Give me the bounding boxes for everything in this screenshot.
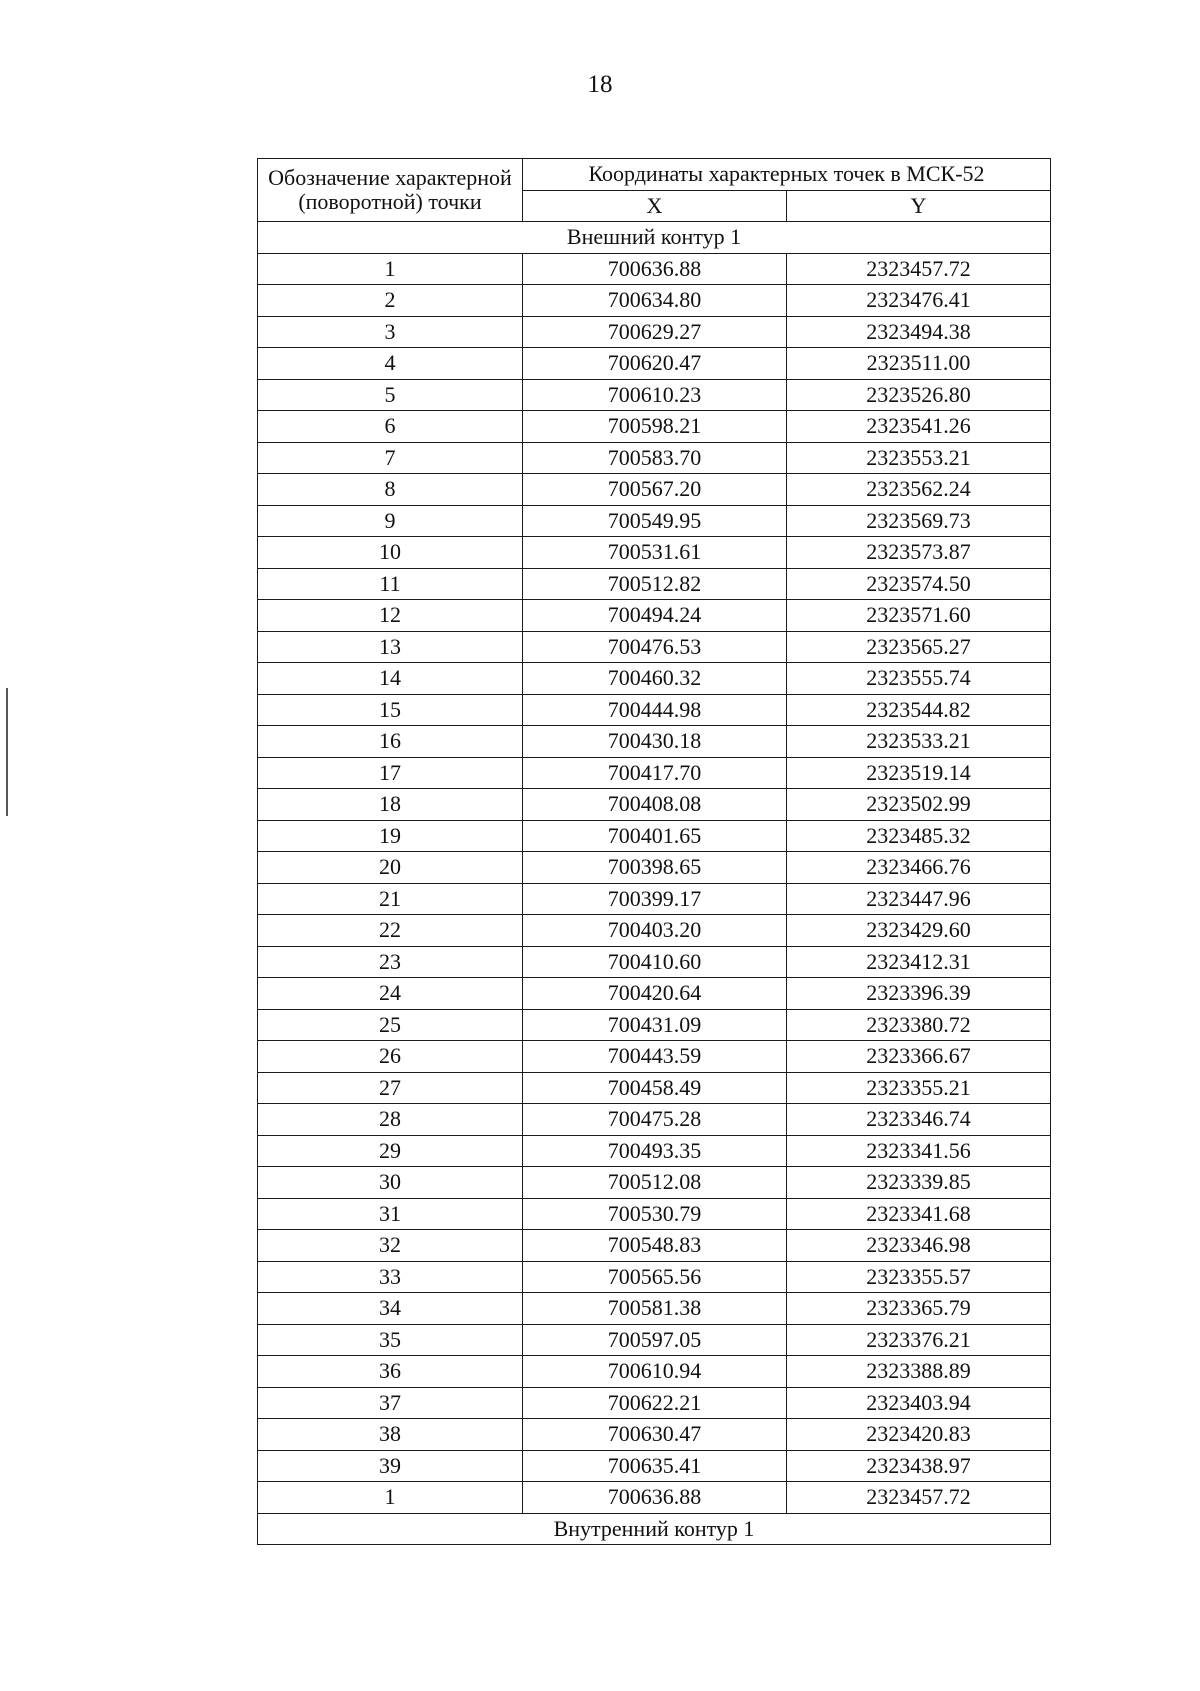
- y-coordinate-cell: 2323412.31: [787, 946, 1051, 978]
- x-coordinate-cell: 700530.79: [523, 1198, 787, 1230]
- table-row: [258, 1009, 1051, 1041]
- x-coordinate-cell: 700408.08: [523, 789, 787, 821]
- y-coordinate-cell: 2323457.72: [787, 1482, 1051, 1514]
- table-row: [258, 253, 1051, 285]
- table-row: [258, 1135, 1051, 1167]
- point-cell: 8: [258, 474, 523, 506]
- y-coordinate-cell: 2323346.98: [787, 1230, 1051, 1262]
- point-cell: 18: [258, 789, 523, 821]
- table-row: [258, 1387, 1051, 1419]
- x-coordinate-cell: 700399.17: [523, 883, 787, 915]
- table-row: [258, 694, 1051, 726]
- x-coordinate-cell: 700565.56: [523, 1261, 787, 1293]
- y-coordinate-cell: 2323565.27: [787, 631, 1051, 663]
- x-coordinate-cell: 700475.28: [523, 1104, 787, 1136]
- point-cell: 25: [258, 1009, 523, 1041]
- x-coordinate-cell: 700548.83: [523, 1230, 787, 1262]
- x-coordinate-cell: 700581.38: [523, 1293, 787, 1325]
- y-coordinate-cell: 2323502.99: [787, 789, 1051, 821]
- point-cell: 5: [258, 379, 523, 411]
- point-cell: 38: [258, 1419, 523, 1451]
- table-row: [258, 379, 1051, 411]
- y-coordinate-cell: 2323533.21: [787, 726, 1051, 758]
- point-cell: 14: [258, 663, 523, 695]
- y-coordinate-cell: 2323396.39: [787, 978, 1051, 1010]
- point-cell: 36: [258, 1356, 523, 1388]
- y-coordinate-cell: 2323526.80: [787, 379, 1051, 411]
- x-coordinate-cell: 700636.88: [523, 253, 787, 285]
- y-coordinate-cell: 2323519.14: [787, 757, 1051, 789]
- y-coordinate-cell: 2323553.21: [787, 442, 1051, 474]
- x-coordinate-cell: 700460.32: [523, 663, 787, 695]
- table-row: [258, 568, 1051, 600]
- point-cell: 11: [258, 568, 523, 600]
- point-cell: 16: [258, 726, 523, 758]
- y-coordinate-cell: 2323544.82: [787, 694, 1051, 726]
- table-row: [258, 505, 1051, 537]
- point-cell: 4: [258, 348, 523, 380]
- table-row: [258, 883, 1051, 915]
- point-cell: 32: [258, 1230, 523, 1262]
- y-coordinate-cell: 2323571.60: [787, 600, 1051, 632]
- y-coordinate-cell: 2323541.26: [787, 411, 1051, 443]
- point-cell: 23: [258, 946, 523, 978]
- point-cell: 31: [258, 1198, 523, 1230]
- table-row: [258, 915, 1051, 947]
- x-coordinate-cell: 700431.09: [523, 1009, 787, 1041]
- x-coordinate-cell: 700476.53: [523, 631, 787, 663]
- y-coordinate-cell: 2323355.57: [787, 1261, 1051, 1293]
- y-coordinate-cell: 2323573.87: [787, 537, 1051, 569]
- point-cell: 37: [258, 1387, 523, 1419]
- table-row: [258, 285, 1051, 317]
- y-coordinate-cell: 2323366.67: [787, 1041, 1051, 1073]
- table-row: [258, 852, 1051, 884]
- y-coordinate-cell: 2323420.83: [787, 1419, 1051, 1451]
- point-cell: 12: [258, 600, 523, 632]
- x-coordinate-cell: 700420.64: [523, 978, 787, 1010]
- table-row: [258, 1293, 1051, 1325]
- y-coordinate-cell: 2323511.00: [787, 348, 1051, 380]
- x-coordinate-cell: 700401.65: [523, 820, 787, 852]
- y-coordinate-cell: 2323341.56: [787, 1135, 1051, 1167]
- point-cell: 33: [258, 1261, 523, 1293]
- table-row: [258, 537, 1051, 569]
- point-cell: 20: [258, 852, 523, 884]
- table-row: [258, 1450, 1051, 1482]
- x-coordinate-cell: 700444.98: [523, 694, 787, 726]
- point-cell: 29: [258, 1135, 523, 1167]
- x-coordinate-cell: 700597.05: [523, 1324, 787, 1356]
- y-coordinate-cell: 2323341.68: [787, 1198, 1051, 1230]
- x-coordinate-cell: 700598.21: [523, 411, 787, 443]
- x-column-header: X: [523, 190, 787, 222]
- x-coordinate-cell: 700531.61: [523, 537, 787, 569]
- x-coordinate-cell: 700430.18: [523, 726, 787, 758]
- section-title: Внутренний контур 1: [258, 1513, 1051, 1545]
- y-coordinate-cell: 2323346.74: [787, 1104, 1051, 1136]
- x-coordinate-cell: 700610.94: [523, 1356, 787, 1388]
- y-coordinate-cell: 2323574.50: [787, 568, 1051, 600]
- y-coordinate-cell: 2323485.32: [787, 820, 1051, 852]
- point-cell: 1: [258, 253, 523, 285]
- table-row: [258, 946, 1051, 978]
- table-row: [258, 1072, 1051, 1104]
- y-coordinate-cell: 2323466.76: [787, 852, 1051, 884]
- table-row: [258, 1482, 1051, 1514]
- x-coordinate-cell: 700512.08: [523, 1167, 787, 1199]
- x-coordinate-cell: 700635.41: [523, 1450, 787, 1482]
- table-row: [258, 348, 1051, 380]
- coordinates-table-body: [258, 159, 1051, 1545]
- x-coordinate-cell: 700549.95: [523, 505, 787, 537]
- table-row: [258, 316, 1051, 348]
- point-cell: 22: [258, 915, 523, 947]
- x-coordinate-cell: 700494.24: [523, 600, 787, 632]
- x-coordinate-cell: 700512.82: [523, 568, 787, 600]
- section-title: Внешний контур 1: [258, 222, 1051, 254]
- coordinates-table: [257, 158, 1051, 1545]
- table-row: [258, 820, 1051, 852]
- x-coordinate-cell: 700567.20: [523, 474, 787, 506]
- x-coordinate-cell: 700634.80: [523, 285, 787, 317]
- margin-mark: [6, 688, 8, 816]
- y-coordinate-cell: 2323438.97: [787, 1450, 1051, 1482]
- table-row: [258, 631, 1051, 663]
- table-row: [258, 1356, 1051, 1388]
- x-coordinate-cell: 700636.88: [523, 1482, 787, 1514]
- point-cell: 1: [258, 1482, 523, 1514]
- table-row: [258, 1419, 1051, 1451]
- x-coordinate-cell: 700403.20: [523, 915, 787, 947]
- point-cell: 27: [258, 1072, 523, 1104]
- x-coordinate-cell: 700410.60: [523, 946, 787, 978]
- point-cell: 28: [258, 1104, 523, 1136]
- table-row: [258, 1167, 1051, 1199]
- point-cell: 13: [258, 631, 523, 663]
- y-coordinate-cell: 2323376.21: [787, 1324, 1051, 1356]
- point-cell: 15: [258, 694, 523, 726]
- x-coordinate-cell: 700610.23: [523, 379, 787, 411]
- table-row: [258, 757, 1051, 789]
- table-row: [258, 978, 1051, 1010]
- y-coordinate-cell: 2323388.89: [787, 1356, 1051, 1388]
- x-coordinate-cell: 700458.49: [523, 1072, 787, 1104]
- point-cell: 21: [258, 883, 523, 915]
- point-cell: 9: [258, 505, 523, 537]
- table-row: [258, 474, 1051, 506]
- table-row: [258, 1261, 1051, 1293]
- point-cell: 10: [258, 537, 523, 569]
- point-cell: 30: [258, 1167, 523, 1199]
- table-row: [258, 442, 1051, 474]
- x-coordinate-cell: 700398.65: [523, 852, 787, 884]
- y-coordinate-cell: 2323569.73: [787, 505, 1051, 537]
- x-coordinate-cell: 700629.27: [523, 316, 787, 348]
- y-coordinate-cell: 2323355.21: [787, 1072, 1051, 1104]
- table-row: [258, 663, 1051, 695]
- y-coordinate-cell: 2323403.94: [787, 1387, 1051, 1419]
- x-coordinate-cell: 700620.47: [523, 348, 787, 380]
- y-coordinate-cell: 2323476.41: [787, 285, 1051, 317]
- point-designation-header: Обозначение характерной (поворотной) точки: [258, 159, 523, 222]
- y-coordinate-cell: 2323494.38: [787, 316, 1051, 348]
- table-row: [258, 789, 1051, 821]
- x-coordinate-cell: 700443.59: [523, 1041, 787, 1073]
- table-row: [258, 411, 1051, 443]
- x-coordinate-cell: 700630.47: [523, 1419, 787, 1451]
- table-row: [258, 600, 1051, 632]
- table-row: [258, 1230, 1051, 1262]
- point-cell: 6: [258, 411, 523, 443]
- table-row: [258, 1104, 1051, 1136]
- y-column-header: Y: [787, 190, 1051, 222]
- header-row-top: [258, 159, 1051, 191]
- y-coordinate-cell: 2323555.74: [787, 663, 1051, 695]
- y-coordinate-cell: 2323562.24: [787, 474, 1051, 506]
- table-row: [258, 1324, 1051, 1356]
- y-coordinate-cell: 2323447.96: [787, 883, 1051, 915]
- point-cell: 35: [258, 1324, 523, 1356]
- x-coordinate-cell: 700583.70: [523, 442, 787, 474]
- point-cell: 34: [258, 1293, 523, 1325]
- table-row: [258, 726, 1051, 758]
- point-cell: 39: [258, 1450, 523, 1482]
- section-row: [258, 222, 1051, 254]
- x-coordinate-cell: 700417.70: [523, 757, 787, 789]
- point-cell: 2: [258, 285, 523, 317]
- section-row: [258, 1513, 1051, 1545]
- point-cell: 24: [258, 978, 523, 1010]
- point-cell: 7: [258, 442, 523, 474]
- point-cell: 17: [258, 757, 523, 789]
- y-coordinate-cell: 2323380.72: [787, 1009, 1051, 1041]
- y-coordinate-cell: 2323457.72: [787, 253, 1051, 285]
- page-number: 18: [587, 71, 613, 98]
- point-cell: 26: [258, 1041, 523, 1073]
- y-coordinate-cell: 2323365.79: [787, 1293, 1051, 1325]
- table-row: [258, 1041, 1051, 1073]
- x-coordinate-cell: 700622.21: [523, 1387, 787, 1419]
- y-coordinate-cell: 2323429.60: [787, 915, 1051, 947]
- table-row: [258, 1198, 1051, 1230]
- y-coordinate-cell: 2323339.85: [787, 1167, 1051, 1199]
- point-cell: 3: [258, 316, 523, 348]
- x-coordinate-cell: 700493.35: [523, 1135, 787, 1167]
- coordinates-header: Координаты характерных точек в МСК-52: [523, 159, 1051, 191]
- point-cell: 19: [258, 820, 523, 852]
